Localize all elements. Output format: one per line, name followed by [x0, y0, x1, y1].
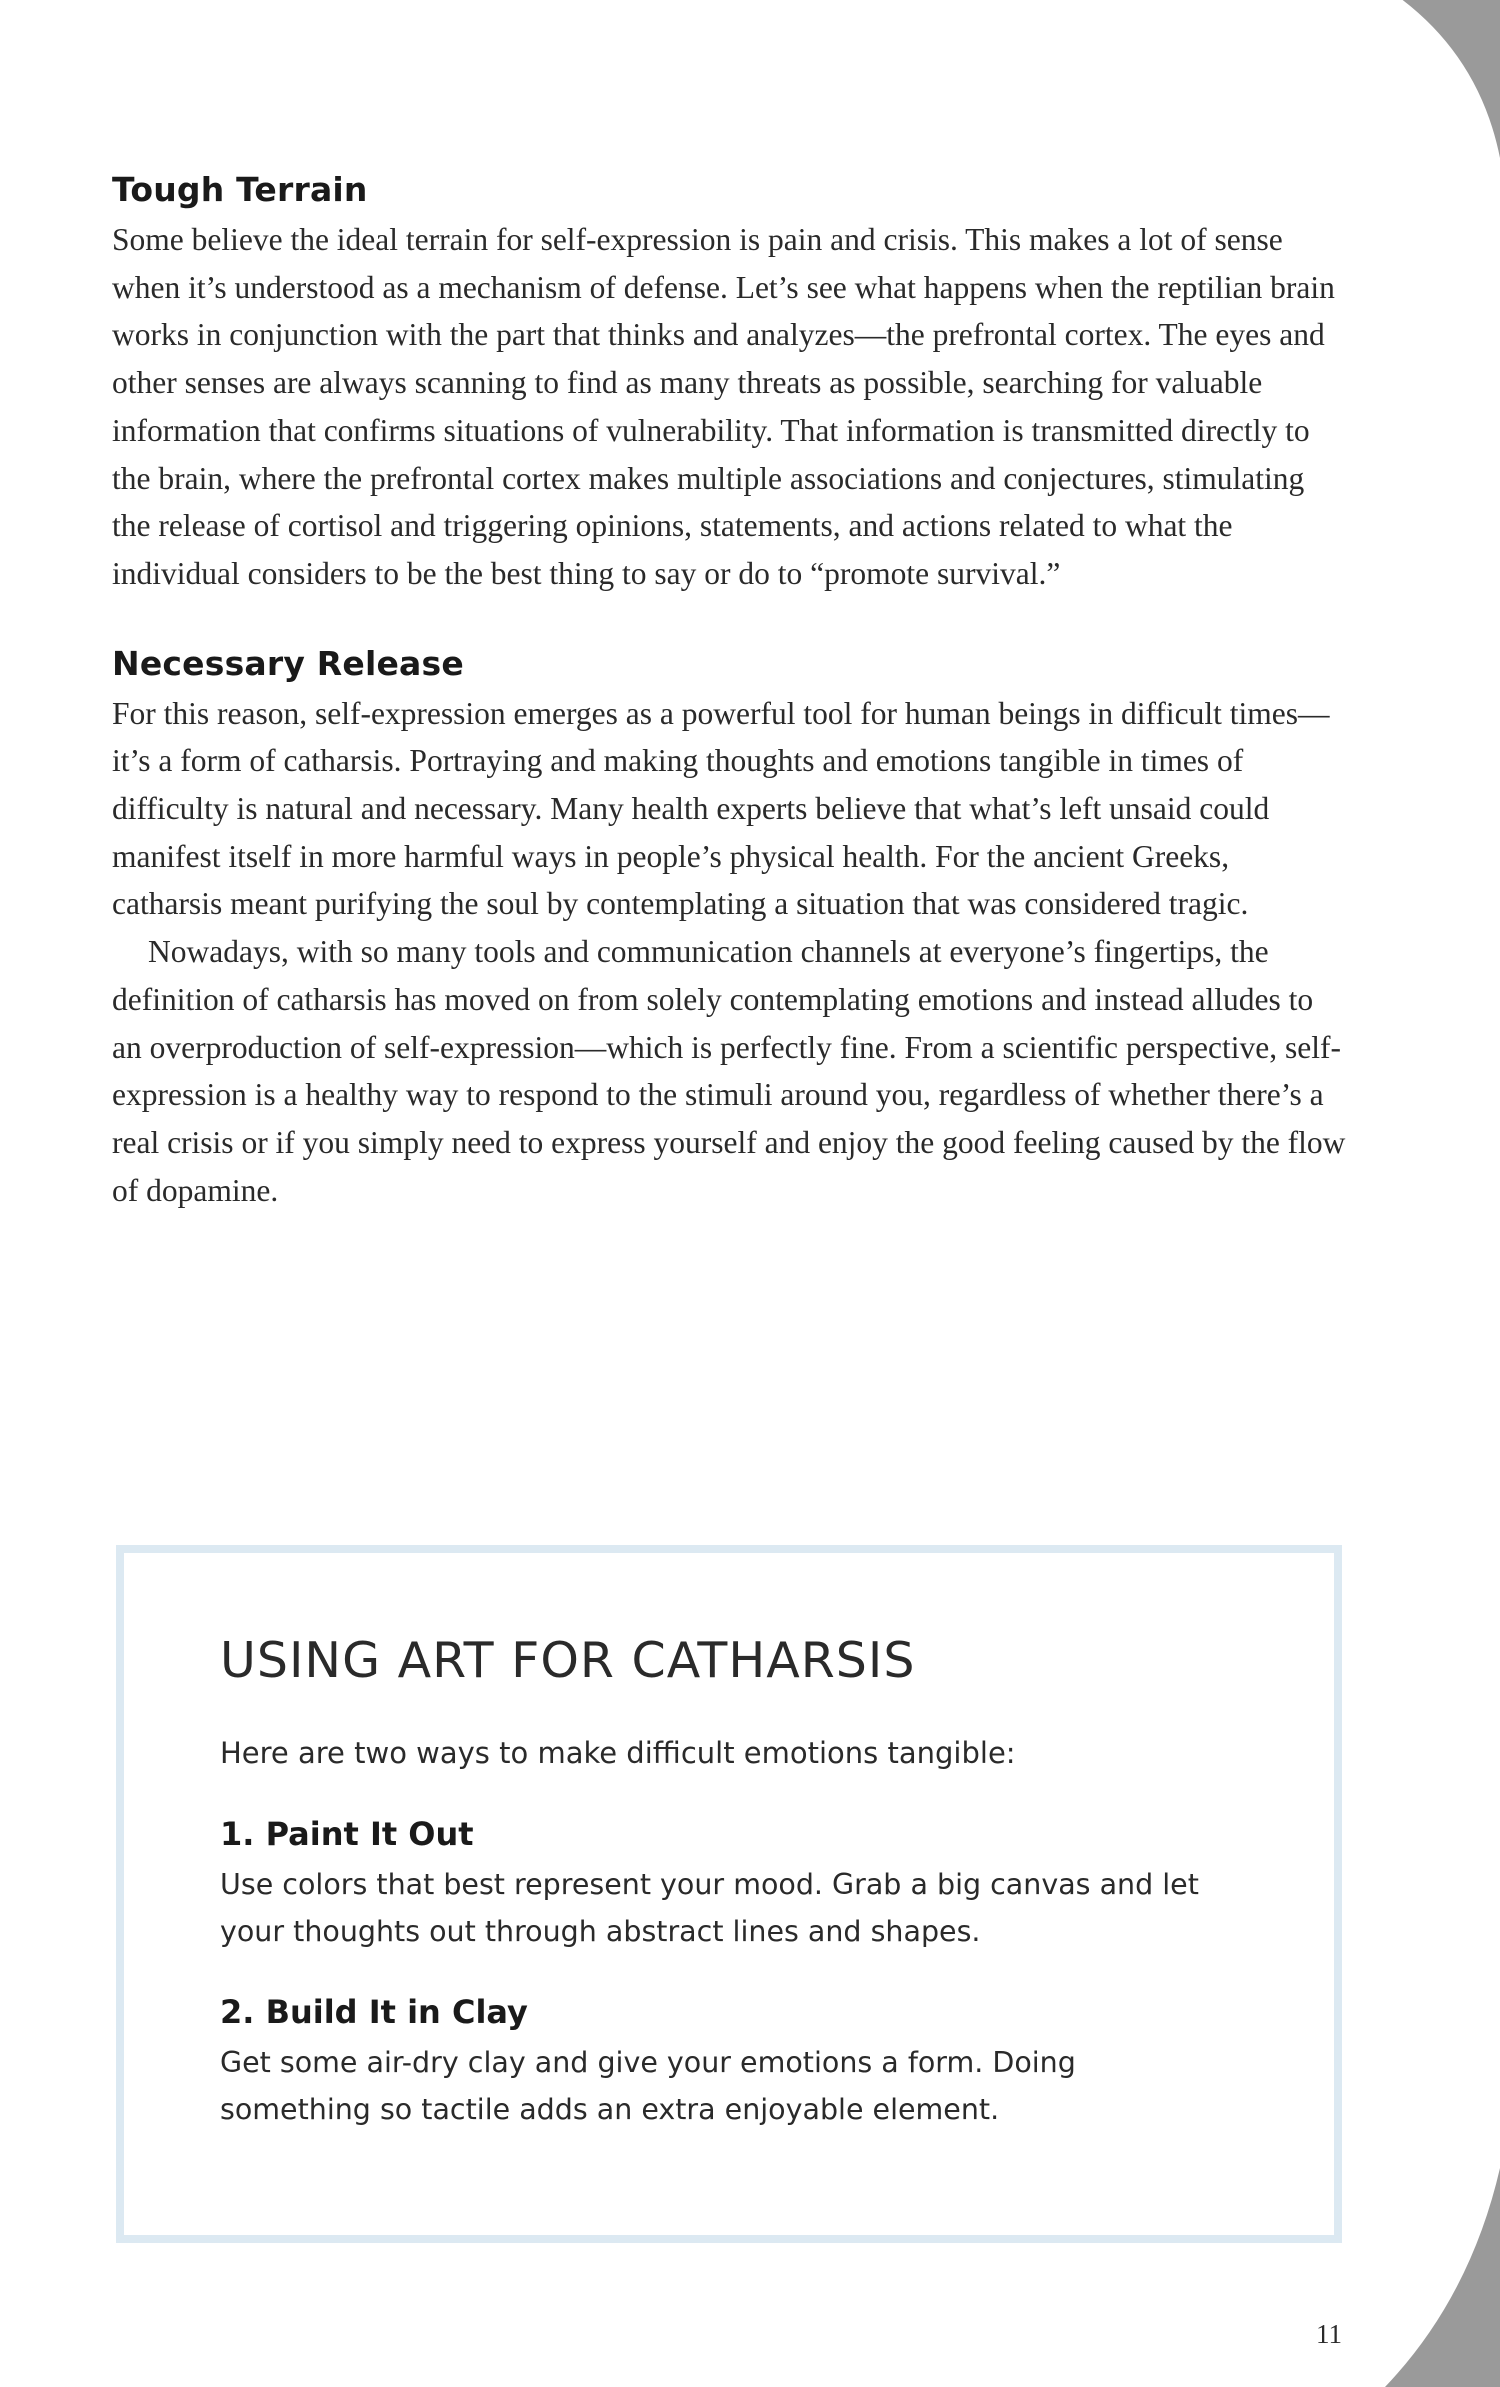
sidebar-title: USING ART FOR CATHARSIS — [220, 1632, 916, 1689]
page-number: 11 — [1316, 2319, 1342, 2349]
tip-title: 2. Build It in Clay — [220, 1993, 528, 2031]
section-tough-terrain — [112, 170, 1347, 598]
tip-paint-it-out — [220, 1813, 1220, 1955]
tip-body: Use colors that best represent your mood. Grab a big canvas and let your thoughts out through abstract lines and shapes. — [220, 1868, 1199, 1948]
catharsis-sidebar — [116, 1545, 1342, 2243]
sidebar-intro: Here are two ways to make difficult emotions tangible: — [220, 1736, 1016, 1770]
tip-body: Get some air-dry clay and give your emotions a form. Doing something so tactile adds an extra enjoyable element. — [220, 2046, 1076, 2126]
sidebar-content — [220, 1631, 1220, 2169]
body-paragraph: For this reason, self-expression emerges as a powerful tool for human beings in difficult times—it’s a form of catharsis. Portraying and making thoughts and emotions tangible in times of difficulty is natural and necessary. Many health experts believe that what’s left unsaid could manifest itself in more harmful ways in people’s physical health. For the ancient Greeks, catharsis meant purifying the soul by contemplating a situation that was considered tragic. — [112, 695, 1330, 922]
body-paragraph: Nowadays, with so many tools and communication channels at everyone’s fingertips, the definition of catharsis has moved on from solely contemplating emotions and instead alludes to an overproduction of self-expression—which is perfectly fine. From a scientific perspective, self-expression is a healthy way to respond to the stimuli around you, regardless of whether there’s a real crisis or if you simply need to express yourself and enjoy the good feeling caused by the flow of dopamine. — [112, 934, 1346, 1208]
main-text — [112, 170, 1347, 1260]
body-paragraph: Some believe the ideal terrain for self-expression is pain and crisis. This makes a lot of sense when it’s understood as a mechanism of defense. Let’s see what happens when the reptilian brain works in conjunction with the part that thinks and analyzes—the prefrontal cortex. The eyes and other senses are always scanning to find as many threats as possible, searching for valuable information that confirms situations of vulnerability. That information is transmitted directly to the brain, where the prefrontal cortex makes multiple associations and conjectures, stimulating the release of cortisol and triggering opinions, statements, and actions related to what the individual considers to be the best thing to say or do to “promote survival.” — [112, 222, 1335, 591]
section-heading: Necessary Release — [112, 643, 464, 683]
tip-title: 1. Paint It Out — [220, 1815, 474, 1853]
section-necessary-release — [112, 644, 1347, 1215]
tip-build-it-in-clay — [220, 1991, 1220, 2133]
section-heading: Tough Terrain — [112, 170, 368, 209]
